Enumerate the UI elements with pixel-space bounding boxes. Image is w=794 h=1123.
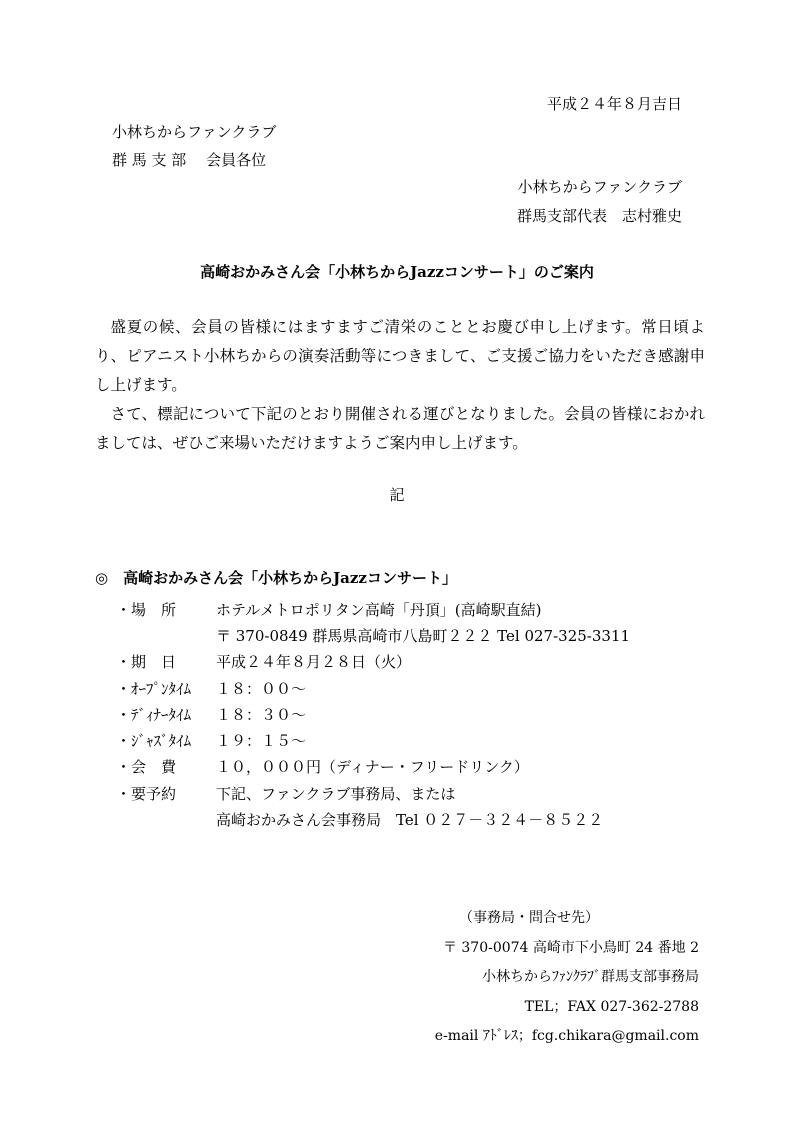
detail-row-fee — [116, 754, 716, 780]
contact-heading: （事務局・問合せ先） — [459, 910, 599, 926]
detail-row-date — [116, 649, 716, 675]
detail-value: 高崎おかみさん会事務局 Tel ０２７－３２４－８５２２ — [216, 811, 604, 830]
contact-block — [435, 904, 699, 1052]
detail-row-dinner-time — [116, 701, 716, 727]
detail-value: １８：３０～ — [216, 705, 307, 724]
detail-row-address — [116, 622, 716, 648]
detail-value: １９：１５～ — [216, 732, 307, 751]
body-paragraph-announcement: さて、標記について下記のとおり開催される運びとなりました。会員の皆様におかれましては、ぜひご来場いただけますようご案内申し上げます。 — [95, 405, 705, 452]
recipient-club: 小林ちからファンクラブ — [112, 123, 277, 141]
detail-label: ・ｼﾞｬｽﾞﾀｲﾑ — [116, 732, 192, 751]
event-details — [116, 596, 716, 833]
document-title: 高崎おかみさん会「小林ちからJazzコンサート」のご案内 — [200, 263, 594, 281]
recipient-members: 群 馬 支 部 会員各位 — [112, 151, 267, 169]
detail-row-venue — [116, 596, 716, 622]
detail-label: ・場 所 — [116, 600, 177, 619]
contact-email: e-mail ｱﾄﾞﾚｽ；fcg.chikara@gmail.com — [434, 1028, 699, 1044]
detail-label: ・期 日 — [116, 653, 177, 672]
body-text — [95, 313, 705, 458]
contact-address: 〒 370-0074 高崎市下小鳥町 24 番地 2 — [442, 939, 699, 956]
detail-row-jazz-time — [116, 727, 716, 753]
detail-row-reservation-contact — [116, 806, 716, 832]
ki-marker: 記 — [389, 486, 405, 504]
detail-label: ・ｵｰﾌﾟﾝﾀｲﾑ — [116, 679, 192, 698]
body-paragraph-greeting: 盛夏の候、会員の皆様にはますますご清栄のこととお慶び申し上げます。常日頃より、ピアニスト小林ちからの演奏活動等につきまして、ご支援ご協力をいただき感謝申し上げます。 — [95, 318, 705, 394]
contact-tel-fax: TEL；FAX 027-362-2788 — [524, 998, 699, 1015]
detail-row-reservation — [116, 780, 716, 806]
detail-label: ・ﾃﾞｨﾅｰﾀｲﾑ — [116, 705, 192, 724]
detail-value: 下記、ファンクラブ事務局、または — [216, 784, 456, 803]
detail-label: ・会 費 — [116, 758, 177, 777]
document-date: 平成２４年８月吉日 — [546, 95, 682, 113]
detail-value: １８：００～ — [216, 679, 307, 698]
event-heading: ◎ 高崎おかみさん会「小林ちからJazzコンサート」 — [95, 569, 457, 587]
detail-label: ・要予約 — [116, 784, 177, 803]
detail-value: 平成２４年８月２８日（火） — [216, 653, 412, 672]
sender-representative: 群馬支部代表 志村雅史 — [516, 207, 682, 225]
contact-office: 小林ちからﾌｧﾝｸﾗﾌﾞ群馬支部事務局 — [482, 969, 699, 985]
detail-value: １０，０００円（ディナー・フリードリンク） — [216, 758, 529, 777]
sender-club: 小林ちからファンクラブ — [517, 178, 682, 196]
detail-value: ホテルメトロポリタン高崎「丹頂」(高崎駅直結) — [216, 600, 542, 619]
detail-value: 〒 370-0849 群馬県高崎市八島町２２２ Tel 027-325-3311 — [216, 626, 631, 645]
detail-row-open-time — [116, 675, 716, 701]
